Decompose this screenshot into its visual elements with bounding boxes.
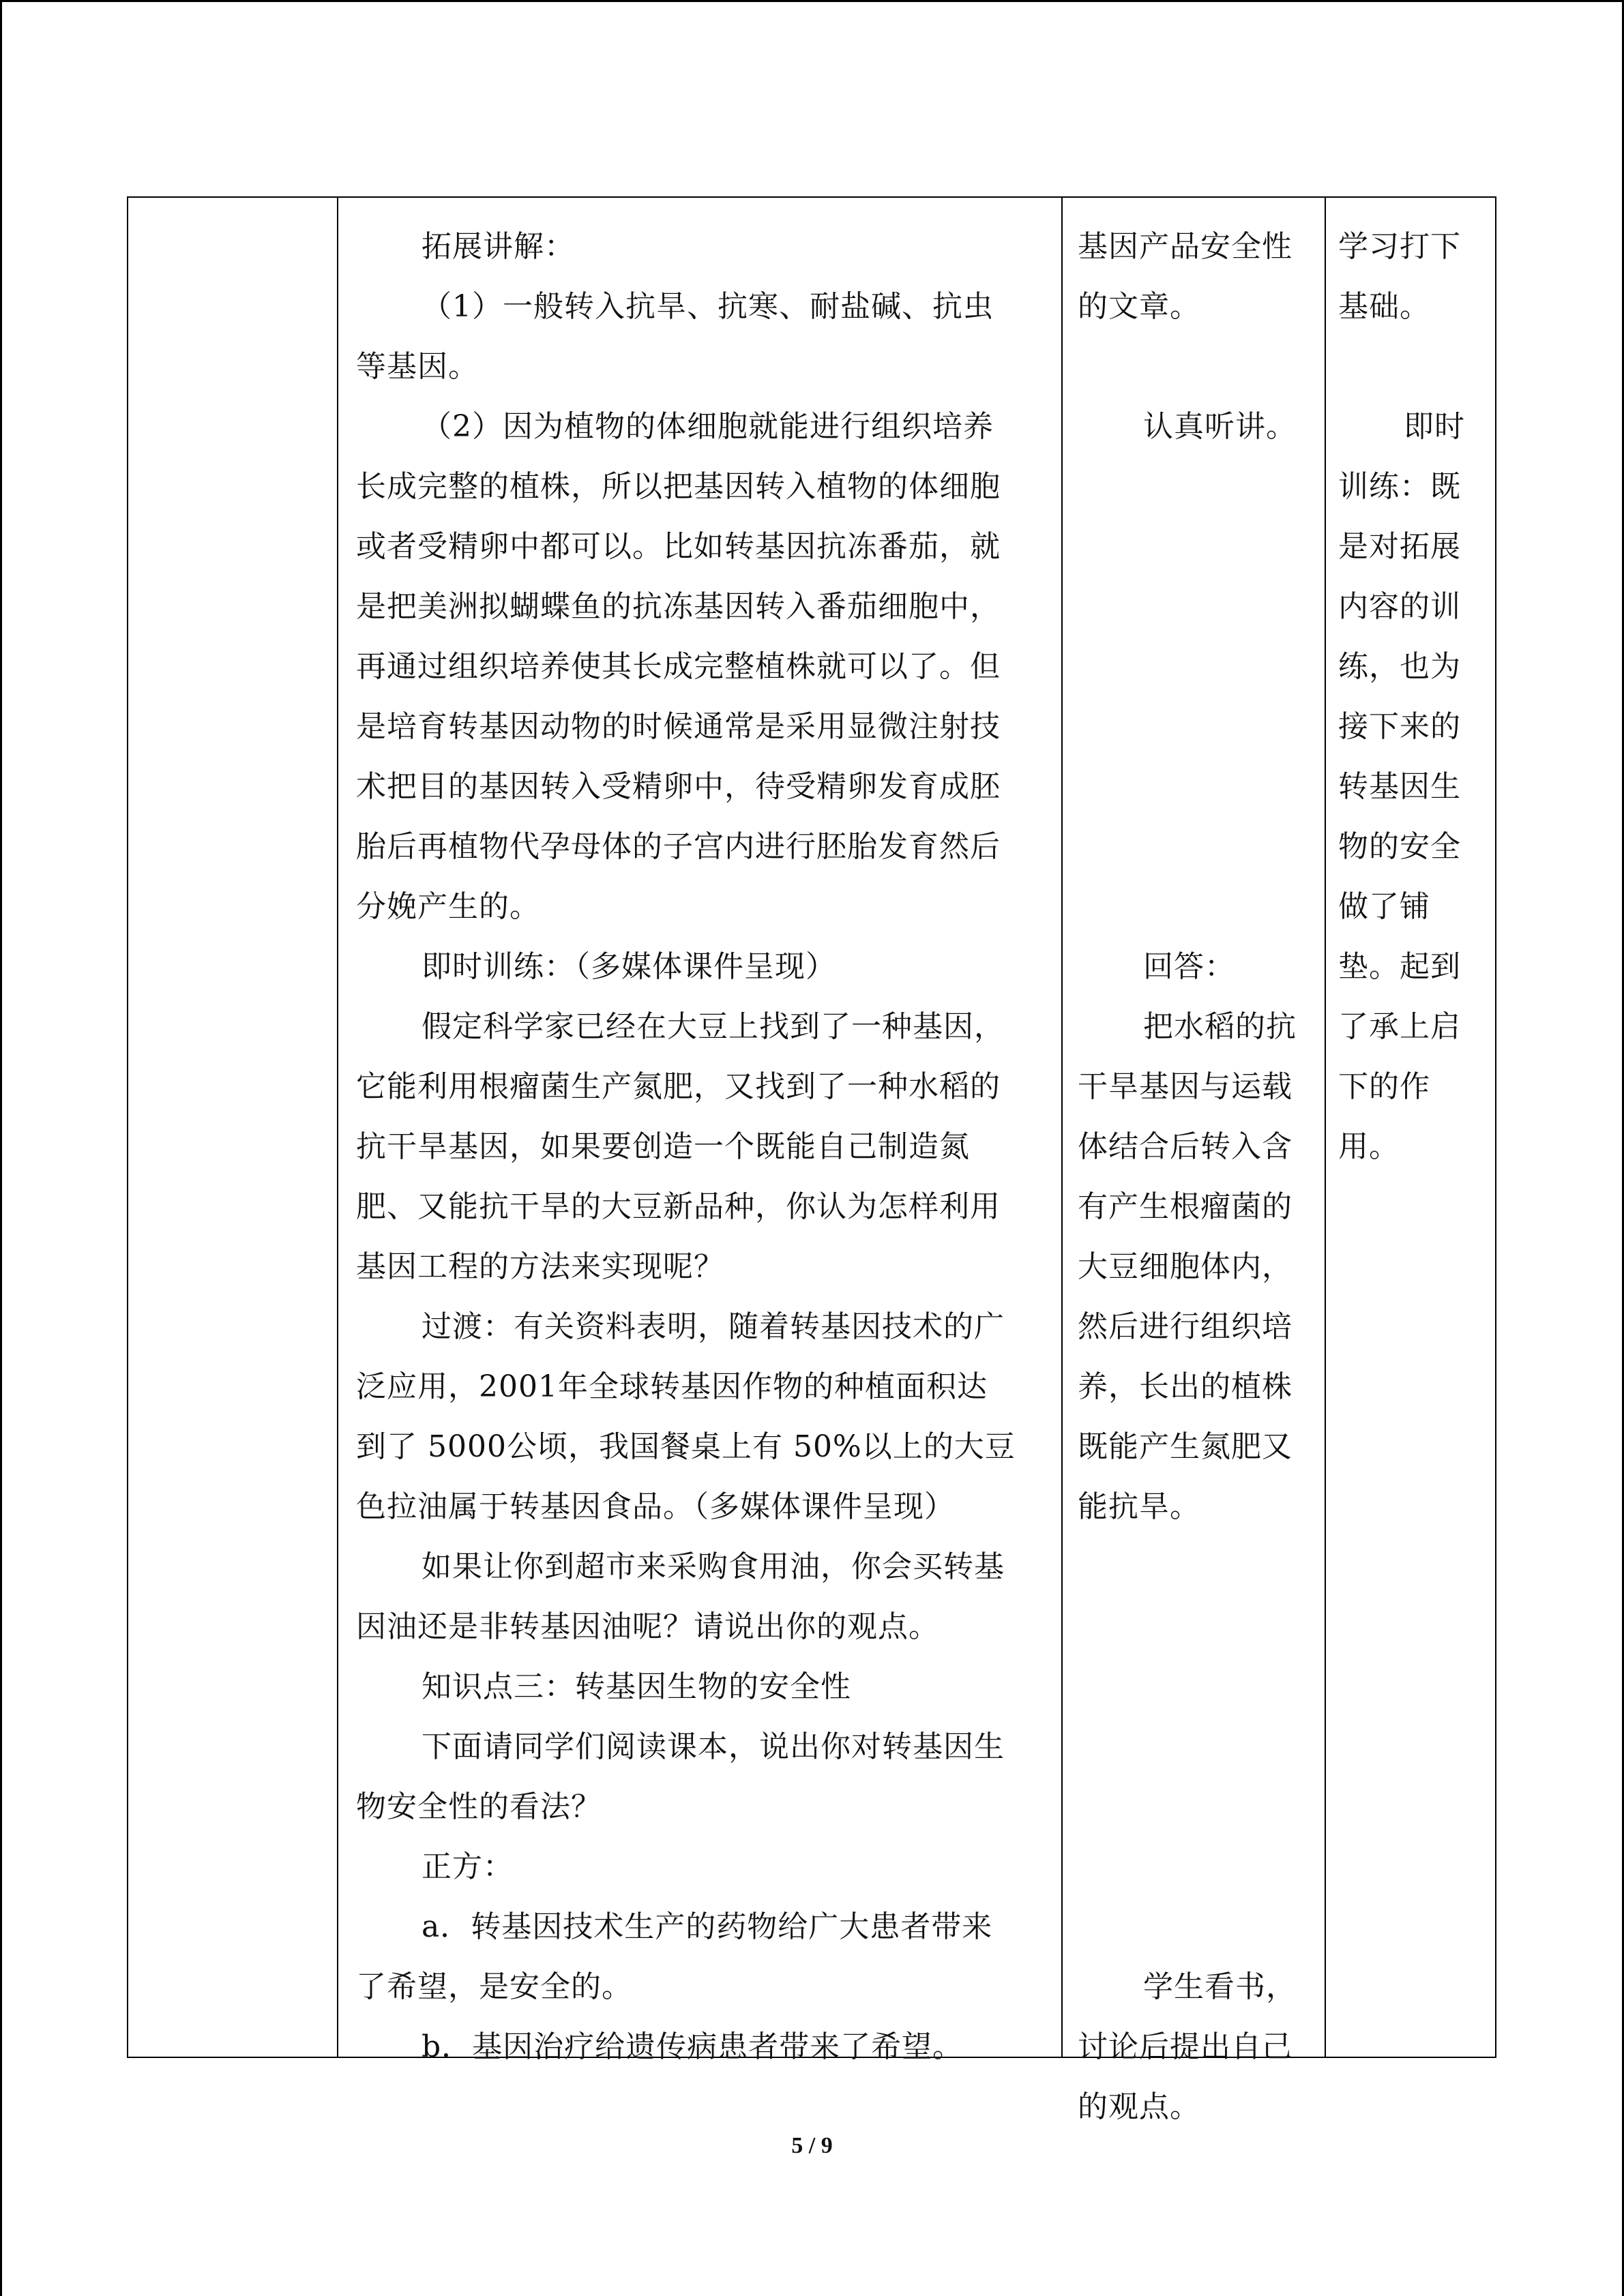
student-line: 讨论后提出自己 xyxy=(1078,2029,1293,2064)
student-line: 体结合后转入含 xyxy=(1078,1129,1293,1164)
purpose-line: 用。 xyxy=(1338,1129,1400,1164)
student-line: 的观点。 xyxy=(1078,2089,1200,2124)
student-line: 有产生根瘤菌的 xyxy=(1078,1189,1293,1224)
activity-line: 拓展讲解： xyxy=(422,229,575,264)
activity-line: 基因工程的方法来实现呢？ xyxy=(356,1249,724,1284)
activity-line: 到了 5000公顷，我国餐桌上有 50%以上的大豆 xyxy=(356,1429,1016,1464)
activity-line: 即时训练：（多媒体课件呈现） xyxy=(422,949,836,984)
student-line: 认真听讲。 xyxy=(1143,409,1297,444)
activity-line: 或者受精卵中都可以。比如转基因抗冻番茄，就 xyxy=(356,529,1001,564)
activity-line: b．基因治疗给遗传病患者带来了希望。 xyxy=(422,2029,964,2064)
activity-line: 是把美洲拟蝴蝶鱼的抗冻基因转入番茄细胞中， xyxy=(356,589,1001,624)
design-purpose-cell xyxy=(1326,198,1498,2057)
purpose-line: 练，也为 xyxy=(1338,649,1461,684)
activity-line: 术把目的基因转入受精卵中，待受精卵发育成胚 xyxy=(356,769,1001,804)
activity-line: 分娩产生的。 xyxy=(356,889,540,924)
activity-line: 过渡：有关资料表明，随着转基因技术的广 xyxy=(422,1309,1005,1344)
activity-line: 抗干旱基因，如果要创造一个既能自己制造氮 xyxy=(356,1129,970,1164)
activity-line: 等基因。 xyxy=(356,349,479,384)
activity-line: 色拉油属于转基因食品。（多媒体课件呈现） xyxy=(356,1489,955,1524)
lesson-plan-table xyxy=(127,196,1496,2124)
activity-line: 胎后再植物代孕母体的子宫内进行胚胎发育然后 xyxy=(356,829,1001,864)
purpose-line: 下的作 xyxy=(1338,1069,1430,1104)
teacher-activity-cell xyxy=(338,198,1061,2064)
purpose-line: 垫。起到 xyxy=(1338,949,1461,984)
student-line: 学生看书， xyxy=(1143,1969,1297,2004)
purpose-line: 内容的训 xyxy=(1338,589,1461,624)
purpose-line: 基础。 xyxy=(1338,289,1430,324)
activity-line: 它能利用根瘤菌生产氮肥，又找到了一种水稻的 xyxy=(356,1069,1001,1104)
student-line: 然后进行组织培 xyxy=(1078,1309,1293,1344)
student-line: 大豆细胞体内， xyxy=(1078,1249,1293,1284)
activity-line: 下面请同学们阅读课本，说出你对转基因生 xyxy=(422,1729,1005,1764)
page-top-border xyxy=(0,0,1624,2)
purpose-line: 转基因生 xyxy=(1338,769,1461,804)
activity-line: a．转基因技术生产的药物给广大患者带来 xyxy=(422,1909,993,1944)
activity-line: 肥、又能抗干旱的大豆新品种，你认为怎样利用 xyxy=(356,1189,1001,1224)
student-line: 干旱基因与运载 xyxy=(1078,1069,1293,1104)
purpose-line: 接下来的 xyxy=(1338,709,1461,744)
page-number: 5 / 9 xyxy=(791,2133,833,2158)
student-line: 回答： xyxy=(1143,949,1235,984)
student-line: 既能产生氮肥又 xyxy=(1078,1429,1293,1464)
student-line: 基因产品安全性 xyxy=(1078,229,1293,264)
purpose-line: 即时 xyxy=(1404,409,1465,444)
student-activity-cell xyxy=(1063,198,1325,2124)
activity-line: 知识点三：转基因生物的安全性 xyxy=(422,1669,851,1704)
activity-line: （1）一般转入抗旱、抗寒、耐盐碱、抗虫 xyxy=(422,289,994,324)
purpose-line: 是对拓展 xyxy=(1338,529,1461,564)
purpose-line: 物的安全 xyxy=(1338,829,1461,864)
activity-line: 了希望，是安全的。 xyxy=(356,1969,632,2004)
stage-cell xyxy=(128,198,337,2057)
student-line: 的文章。 xyxy=(1078,289,1200,324)
activity-line: 长成完整的植株，所以把基因转入植物的体细胞 xyxy=(356,469,1001,504)
activity-line: 是培育转基因动物的时候通常是采用显微注射技 xyxy=(356,709,1001,744)
purpose-line: 做了铺 xyxy=(1338,889,1430,924)
activity-line: 再通过组织培养使其长成完整植株就可以了。但 xyxy=(356,649,1001,684)
activity-line: 泛应用，2001年全球转基因作物的种植面积达 xyxy=(356,1369,988,1404)
activity-line: 如果让你到超市来采购食用油，你会买转基 xyxy=(422,1549,1005,1584)
activity-line: 正方： xyxy=(422,1849,514,1884)
activity-line: 假定科学家已经在大豆上找到了一种基因， xyxy=(422,1009,1005,1044)
purpose-line: 训练：既 xyxy=(1338,469,1461,504)
activity-line: （2）因为植物的体细胞就能进行组织培养 xyxy=(422,409,994,444)
activity-line: 因油还是非转基因油呢？请说出你的观点。 xyxy=(356,1609,939,1644)
purpose-line: 了承上启 xyxy=(1338,1009,1461,1044)
purpose-line: 学习打下 xyxy=(1338,229,1461,264)
student-line: 能抗旱。 xyxy=(1078,1489,1200,1524)
page-left-border xyxy=(0,0,2,2296)
student-line: 把水稻的抗 xyxy=(1143,1009,1297,1044)
student-line: 养，长出的植株 xyxy=(1078,1369,1293,1404)
activity-line: 物安全性的看法？ xyxy=(356,1789,602,1824)
